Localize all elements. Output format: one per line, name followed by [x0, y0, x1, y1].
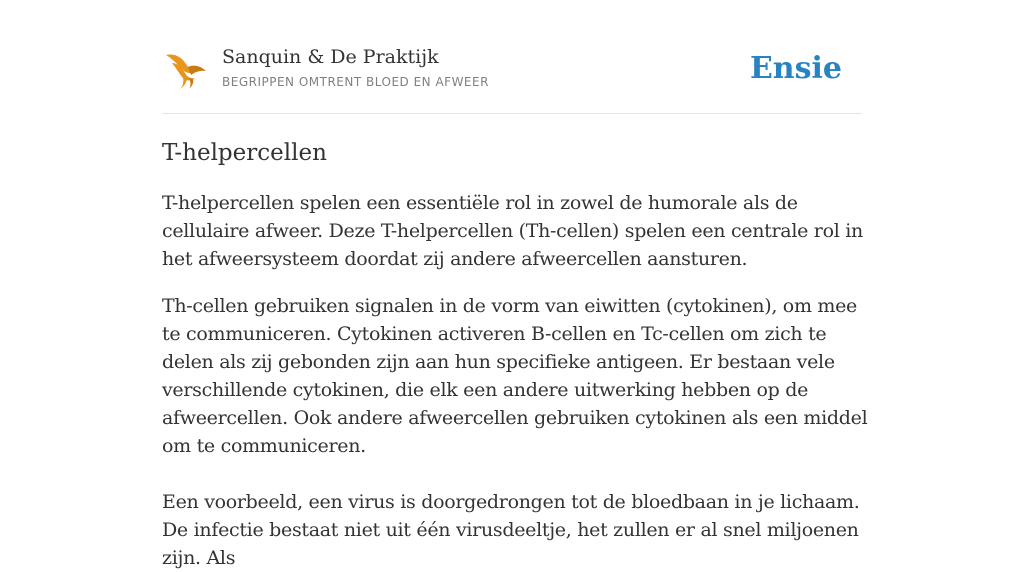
brand-logo-link[interactable]: Ensie	[749, 51, 842, 86]
article-paragraph-2: Th-cellen gebruiken signalen in de vorm van eiwitten (cytokinen), om mee te communiceren. Cytokinen activeren B-cellen en Tc-cellen om zich te delen als zij gebonden zijn aan hun specifieke antigeen. Er bestaan vele verschillende cytokinen, die elk een andere uitwerking hebben op de afweercellen. Ook andere afweercellen gebruiken cytokinen als een middel om te communiceren.	[162, 295, 868, 457]
article-paragraph-3: Een voorbeeld, een virus is doorgedrongen tot de bloedbaan in je lichaam. De infectie bestaat niet uit één virusdeeltje, het zullen er al snel miljoenen zijn. Als	[162, 491, 860, 569]
publisher-name: Sanquin & De Praktijk	[222, 46, 439, 68]
publisher-tagline: BEGRIPPEN OMTRENT BLOED EN AFWEER	[222, 75, 489, 89]
header	[162, 36, 862, 114]
pelican-logo-icon	[164, 51, 208, 91]
article-paragraph-1: T-helpercellen spelen een essentiële rol in zowel de humorale als de cellulaire afweer. Deze T-helpercellen (Th-cellen) spelen een centrale rol in het afweersysteem doordat zij andere afweercellen aansturen.	[162, 192, 863, 270]
article-content	[162, 136, 868, 572]
article-title: T-helpercellen	[162, 140, 327, 166]
